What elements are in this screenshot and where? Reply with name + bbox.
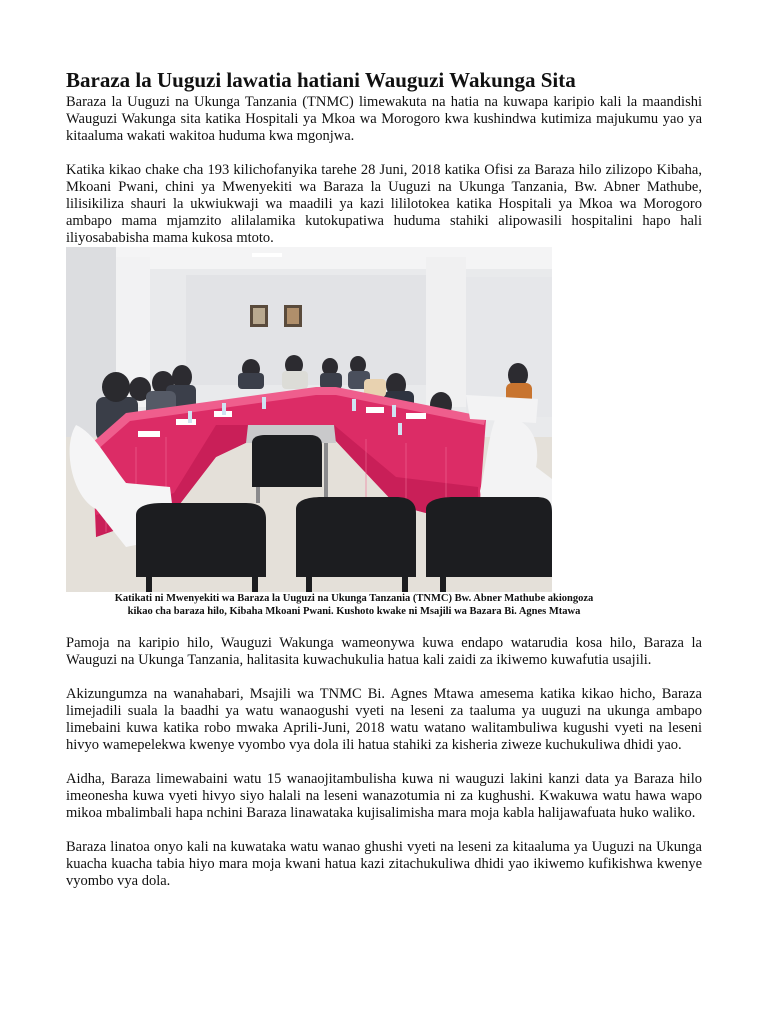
- paragraph-5: Aidha, Baraza limewabaini watu 15 wanaojitambulisha kuwa ni wauguzi lakini kanzi data ya Baraza hilo imeonesha kuwa vyeti hivyo siyo halali na leseni wanazotumia ni za kughushi. Kwakuwa watu hawa wapo mikoa mbalimbali hapa nchini Baraza linawataka kujisalimisha mara moja kabla halijawafuata huko waliko.: [66, 771, 702, 821]
- article: [66, 68, 702, 907]
- paragraph-3: Pamoja na karipio hilo, Wauguzi Wakunga wameonywa kuwa endapo watarudia kosa hilo, Baraza la Wauguzi na Ukunga Tanzania, halitasita kuwachukulia hatua kali zaidi za ikiwemo kuwafutia usajili.: [66, 635, 702, 668]
- caption-line-2: kikao cha baraza hilo, Kibaha Mkoani Pwani. Kushoto kwake ni Msajili wa Bazara Bi. Agnes Mtawa: [127, 606, 581, 617]
- photo-caption: [36, 592, 672, 618]
- paragraph-1: Baraza la Uuguzi na Ukunga Tanzania (TNMC) limewakuta na hatia na kuwapa karipio kali la maandishi Wauguzi Wakunga sita katika Hospitali ya Mkoa wa Morogoro kwa kushindwa kutimiza majukumu yao ya kitaaluma wakati wakitoa huduma kwa mgonjwa.: [66, 94, 702, 144]
- paragraph-4: Akizungumza na wanahabari, Msajili wa TNMC Bi. Agnes Mtawa amesema katika kikao hicho, Baraza limejadili suala la baadhi ya watu wanaogushi vyeti na leseni za taaluma ya uuguzi na ukunga ambapo limebaini kuwa katika robo mwaka Aprili-Juni, 2018 watu watano walitambuliwa kugushi vyeti na leseni hivyo wamepelekwa kwenye vyombo vya dola ili hatua stahiki za kisheria ziweze kuchukuliwa dhidi yao.: [66, 686, 702, 753]
- article-title: Baraza la Uuguzi lawatia hatiani Wauguzi Wakunga Sita: [66, 68, 576, 92]
- paragraph-6: Baraza linatoa onyo kali na kuwataka watu wanao ghushi vyeti na leseni za kitaaluma ya Uuguzi na Ukunga kuacha kuacha tabia hiyo mara moja kwani hatua kazi zitachukuliwa dhidi yao ikiwemo kufikishwa kwenye vyombo vya dola.: [66, 839, 702, 889]
- paragraph-2: Katika kikao chake cha 193 kilichofanyika tarehe 28 Juni, 2018 katika Ofisi za Baraza hilo zilizopo Kibaha, Mkoani Pwani, chini ya Mwenyekiti wa Baraza la Uuguzi na Ukunga Tanzania, Bw. Abner Mathube, lilisikiliza shauri la ukwiukwaji wa maadili ya kazi lililotokea katika Hospitali ya Mkoa wa Morogoro ambapo mama mjamzito alilalamika kutokupatiwa huduma stahiki alipowasili hospitalini hapo hali iliyosababisha mama kukosa mtoto.: [66, 162, 702, 246]
- meeting-photo: [66, 247, 552, 592]
- caption-line-1: Katikati ni Mwenyekiti wa Baraza la Uuguzi na Ukunga Tanzania (TNMC) Bw. Abner Mathube akiongoza: [114, 593, 594, 604]
